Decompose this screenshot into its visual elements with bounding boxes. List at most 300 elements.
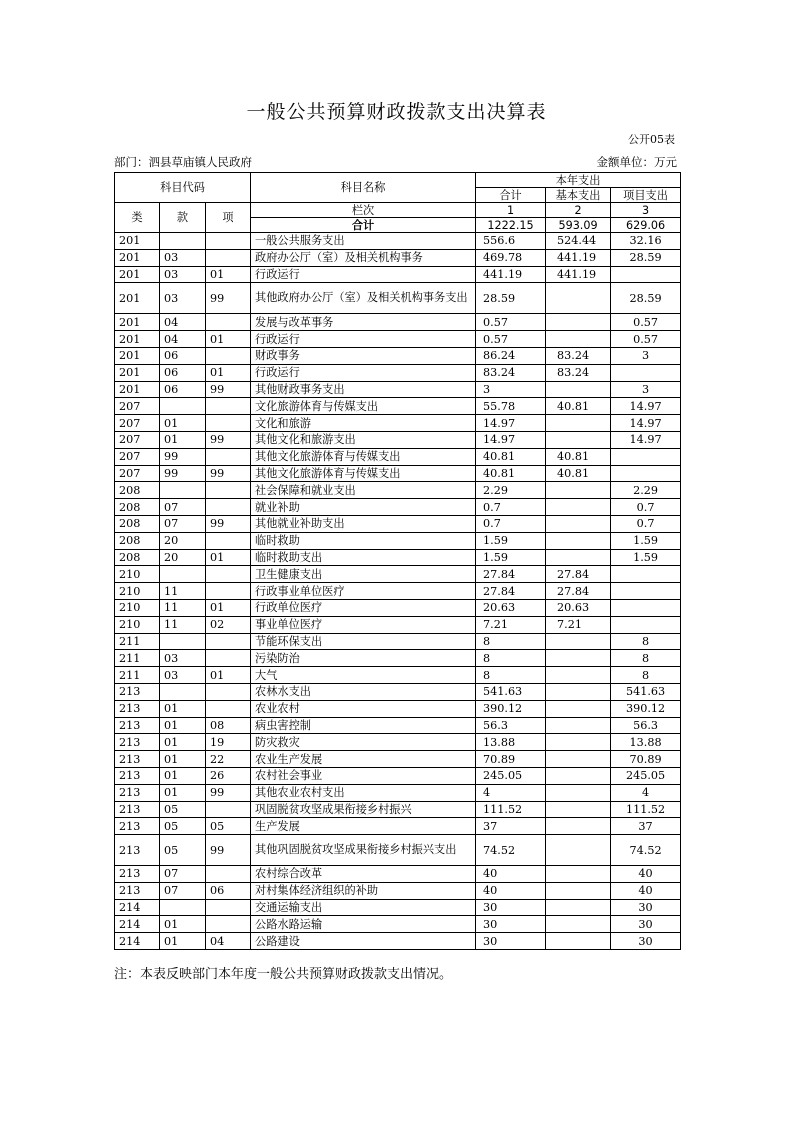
cell-total: 40: [476, 882, 546, 899]
cell-subject-name: 事业单位医疗: [251, 616, 476, 633]
cell-kuan: 07: [160, 866, 206, 883]
cell-total: 1.59: [476, 532, 546, 549]
cell-project: 111.52: [611, 801, 681, 818]
cell-kuan: 03: [160, 650, 206, 667]
table-row: [115, 364, 681, 381]
cell-basic: [546, 801, 611, 818]
cell-total: 111.52: [476, 801, 546, 818]
cell-lei: 208: [115, 482, 160, 499]
cell-subject-name: 行政单位医疗: [251, 599, 476, 616]
cell-project: 1.59: [611, 532, 681, 549]
table-row: [115, 415, 681, 432]
cell-lei: 214: [115, 899, 160, 916]
cell-subject-name: 交通运输支出: [251, 899, 476, 916]
cell-basic: [546, 314, 611, 331]
cell-xiang: 99: [206, 381, 251, 398]
table-row: [115, 283, 681, 314]
header-basic: 基本支出: [546, 188, 611, 203]
cell-subject-name: 病虫害控制: [251, 717, 476, 734]
cell-lei: 213: [115, 866, 160, 883]
cell-xiang: [206, 650, 251, 667]
cell-total: 8: [476, 650, 546, 667]
cell-lei: 213: [115, 700, 160, 717]
cell-xiang: 19: [206, 734, 251, 751]
cell-subject-name: 行政运行: [251, 331, 476, 348]
cell-project: 0.57: [611, 314, 681, 331]
cell-xiang: [206, 233, 251, 250]
cell-xiang: 01: [206, 364, 251, 381]
cell-basic: 40.81: [546, 448, 611, 465]
cell-xiang: [206, 347, 251, 364]
cell-kuan: 03: [160, 283, 206, 314]
cell-basic: [546, 683, 611, 700]
cell-lei: 214: [115, 933, 160, 950]
cell-subject-name: 行政运行: [251, 266, 476, 283]
cell-subject-name: 农业农村: [251, 700, 476, 717]
cell-subject-name: 农村社会事业: [251, 767, 476, 784]
cell-xiang: 01: [206, 549, 251, 566]
cell-total: 390.12: [476, 700, 546, 717]
cell-basic: 27.84: [546, 566, 611, 583]
table-body: [115, 233, 681, 950]
cell-xiang: [206, 566, 251, 583]
table-row: [115, 549, 681, 566]
cell-kuan: 05: [160, 835, 206, 866]
cell-basic: 524.44: [546, 233, 611, 250]
table-row: [115, 233, 681, 250]
cell-project: [611, 583, 681, 600]
cell-lei: 213: [115, 818, 160, 835]
cell-basic: 83.24: [546, 347, 611, 364]
table-row: [115, 882, 681, 899]
cell-kuan: [160, 233, 206, 250]
cell-total: 40.81: [476, 448, 546, 465]
cell-total: 55.78: [476, 398, 546, 415]
cell-subject-name: 对村集体经济组织的补助: [251, 882, 476, 899]
cell-xiang: 02: [206, 616, 251, 633]
table-row: [115, 767, 681, 784]
cell-subject-name: 行政事业单位医疗: [251, 583, 476, 600]
table-row: [115, 314, 681, 331]
table-row: [115, 899, 681, 916]
cell-basic: [546, 835, 611, 866]
table-row: [115, 683, 681, 700]
cell-kuan: 07: [160, 882, 206, 899]
cell-kuan: 06: [160, 381, 206, 398]
cell-xiang: [206, 583, 251, 600]
table-row: [115, 717, 681, 734]
cell-lei: 201: [115, 381, 160, 398]
cell-kuan: 04: [160, 331, 206, 348]
cell-total: 245.05: [476, 767, 546, 784]
header-code-group: 科目代码: [115, 173, 251, 203]
cell-project: [611, 566, 681, 583]
cell-basic: [546, 767, 611, 784]
cell-subject-name: 卫生健康支出: [251, 566, 476, 583]
cell-basic: [546, 532, 611, 549]
cell-subject-name: 生产发展: [251, 818, 476, 835]
cell-total: 30: [476, 899, 546, 916]
cell-total: 83.24: [476, 364, 546, 381]
table-row: [115, 398, 681, 415]
cell-xiang: [206, 482, 251, 499]
table-row: [115, 583, 681, 600]
cell-kuan: 03: [160, 249, 206, 266]
cell-project: 1.59: [611, 549, 681, 566]
table-row: [115, 249, 681, 266]
footnote: 注：本表反映部门本年度一般公共预算财政拨款支出情况。: [114, 967, 453, 982]
cell-xiang: 99: [206, 465, 251, 482]
cell-project: 14.97: [611, 415, 681, 432]
cell-subject-name: 临时救助: [251, 532, 476, 549]
cell-basic: 40.81: [546, 465, 611, 482]
cell-subject-name: 发展与改革事务: [251, 314, 476, 331]
table-row: [115, 482, 681, 499]
cell-kuan: 07: [160, 515, 206, 532]
cell-subject-name: 财政事务: [251, 347, 476, 364]
table-row: [115, 784, 681, 801]
cell-xiang: [206, 866, 251, 883]
table-row: [115, 700, 681, 717]
cell-project: [611, 616, 681, 633]
cell-total: 0.7: [476, 499, 546, 516]
cell-xiang: [206, 916, 251, 933]
cell-total: 14.97: [476, 415, 546, 432]
cell-total: 469.78: [476, 249, 546, 266]
table-row: [115, 616, 681, 633]
cell-subject-name: 其他文化旅游体育与传媒支出: [251, 448, 476, 465]
cell-lei: 213: [115, 784, 160, 801]
cell-xiang: [206, 899, 251, 916]
cell-lei: 207: [115, 431, 160, 448]
total-basic-value: 593.09: [546, 218, 611, 233]
cell-subject-name: 巩固脱贫攻坚成果衔接乡村振兴: [251, 801, 476, 818]
cell-kuan: [160, 566, 206, 583]
cell-total: 30: [476, 933, 546, 950]
cell-lei: 201: [115, 233, 160, 250]
cell-subject-name: 其他农业农村支出: [251, 784, 476, 801]
total-value: 1222.15: [476, 218, 546, 233]
cell-lei: 213: [115, 751, 160, 768]
cell-basic: [546, 482, 611, 499]
cell-total: 86.24: [476, 347, 546, 364]
cell-kuan: 06: [160, 364, 206, 381]
page-title: 一般公共预算财政拨款支出决算表: [246, 101, 547, 123]
cell-project: [611, 465, 681, 482]
cell-basic: [546, 381, 611, 398]
table-row: [115, 431, 681, 448]
table-row: [115, 835, 681, 866]
cell-xiang: [206, 532, 251, 549]
table-row: [115, 916, 681, 933]
cell-subject-name: 农业生产发展: [251, 751, 476, 768]
cell-subject-name: 政府办公厅（室）及相关机构事务: [251, 249, 476, 266]
header-total: 合计: [476, 188, 546, 203]
cell-basic: [546, 650, 611, 667]
cell-basic: 441.19: [546, 266, 611, 283]
cell-lei: 213: [115, 767, 160, 784]
cell-lei: 210: [115, 566, 160, 583]
cell-subject-name: 污染防治: [251, 650, 476, 667]
cell-total: 8: [476, 633, 546, 650]
cell-subject-name: 其他就业补助支出: [251, 515, 476, 532]
cell-basic: 441.19: [546, 249, 611, 266]
cell-project: 40: [611, 882, 681, 899]
cell-basic: [546, 882, 611, 899]
cell-lei: 213: [115, 882, 160, 899]
cell-basic: [546, 751, 611, 768]
cell-kuan: 11: [160, 583, 206, 600]
cell-basic: [546, 818, 611, 835]
cell-xiang: 99: [206, 515, 251, 532]
cell-subject-name: 大气: [251, 667, 476, 684]
cell-kuan: [160, 683, 206, 700]
cell-xiang: [206, 700, 251, 717]
cell-total: 40.81: [476, 465, 546, 482]
cell-lei: 208: [115, 532, 160, 549]
cell-kuan: 07: [160, 499, 206, 516]
cell-kuan: 01: [160, 431, 206, 448]
cell-kuan: 20: [160, 549, 206, 566]
table-row: [115, 448, 681, 465]
cell-basic: [546, 717, 611, 734]
cell-basic: [546, 515, 611, 532]
cell-project: 30: [611, 916, 681, 933]
cell-project: [611, 599, 681, 616]
header-year-expenditure: 本年支出: [476, 173, 681, 188]
total-project-value: 629.06: [611, 218, 681, 233]
cell-kuan: 01: [160, 916, 206, 933]
cell-xiang: 01: [206, 599, 251, 616]
cell-kuan: 01: [160, 767, 206, 784]
cell-project: 40: [611, 866, 681, 883]
cell-subject-name: 文化旅游体育与传媒支出: [251, 398, 476, 415]
cell-project: 56.3: [611, 717, 681, 734]
cell-kuan: [160, 899, 206, 916]
cell-basic: [546, 667, 611, 684]
cell-xiang: 01: [206, 667, 251, 684]
cell-lei: 207: [115, 415, 160, 432]
cell-lei: 207: [115, 465, 160, 482]
table-row: [115, 599, 681, 616]
header-project: 项目支出: [611, 188, 681, 203]
cell-project: 30: [611, 899, 681, 916]
cell-project: 74.52: [611, 835, 681, 866]
cell-total: 27.84: [476, 566, 546, 583]
cell-project: 541.63: [611, 683, 681, 700]
cell-project: [611, 364, 681, 381]
cell-total: 0.57: [476, 314, 546, 331]
cell-project: 8: [611, 667, 681, 684]
cell-xiang: [206, 633, 251, 650]
cell-kuan: 99: [160, 448, 206, 465]
cell-xiang: 04: [206, 933, 251, 950]
cell-project: [611, 448, 681, 465]
cell-subject-name: 就业补助: [251, 499, 476, 516]
cell-project: 3: [611, 381, 681, 398]
cell-project: 0.7: [611, 499, 681, 516]
cell-basic: [546, 734, 611, 751]
cell-xiang: [206, 249, 251, 266]
budget-table: [114, 172, 681, 950]
table-row: [115, 566, 681, 583]
table-row: [115, 866, 681, 883]
table-row: [115, 633, 681, 650]
cell-kuan: 03: [160, 266, 206, 283]
table-row: [115, 751, 681, 768]
cell-basic: [546, 700, 611, 717]
cell-subject-name: 公路建设: [251, 933, 476, 950]
header-xiang: 项: [206, 203, 251, 233]
cell-subject-name: 临时救助支出: [251, 549, 476, 566]
cell-project: 13.88: [611, 734, 681, 751]
table-row: [115, 465, 681, 482]
cell-basic: 7.21: [546, 616, 611, 633]
table-row: [115, 347, 681, 364]
cell-lei: 210: [115, 583, 160, 600]
table-row: [115, 381, 681, 398]
cell-basic: 20.63: [546, 599, 611, 616]
cell-total: 56.3: [476, 717, 546, 734]
cell-subject-name: 农林水支出: [251, 683, 476, 700]
cell-kuan: 05: [160, 818, 206, 835]
table-row: [115, 667, 681, 684]
cell-lei: 213: [115, 717, 160, 734]
table-row: [115, 650, 681, 667]
table-header: [115, 173, 681, 233]
cell-xiang: 99: [206, 283, 251, 314]
cell-xiang: 99: [206, 431, 251, 448]
cell-xiang: [206, 398, 251, 415]
cell-kuan: 01: [160, 751, 206, 768]
cell-kuan: [160, 482, 206, 499]
cell-project: 3: [611, 347, 681, 364]
cell-total: 27.84: [476, 583, 546, 600]
cell-subject-name: 其他政府办公厅（室）及相关机构事务支出: [251, 283, 476, 314]
cell-subject-name: 文化和旅游: [251, 415, 476, 432]
cell-project: 2.29: [611, 482, 681, 499]
cell-total: 8: [476, 667, 546, 684]
header-lanci: 栏次: [251, 203, 476, 218]
cell-kuan: 01: [160, 415, 206, 432]
cell-xiang: 26: [206, 767, 251, 784]
cell-basic: [546, 899, 611, 916]
cell-kuan: 01: [160, 784, 206, 801]
cell-lei: 211: [115, 667, 160, 684]
cell-xiang: 08: [206, 717, 251, 734]
cell-project: 37: [611, 818, 681, 835]
cell-total: 0.7: [476, 515, 546, 532]
cell-kuan: 05: [160, 801, 206, 818]
table-row: [115, 499, 681, 516]
lanci-3: 3: [611, 203, 681, 218]
cell-total: 1.59: [476, 549, 546, 566]
table-row: [115, 801, 681, 818]
cell-kuan: 11: [160, 599, 206, 616]
cell-xiang: 06: [206, 882, 251, 899]
cell-basic: [546, 549, 611, 566]
cell-basic: [546, 431, 611, 448]
cell-basic: [546, 784, 611, 801]
cell-lei: 208: [115, 515, 160, 532]
cell-lei: 210: [115, 616, 160, 633]
table-row: [115, 532, 681, 549]
cell-subject-name: 社会保障和就业支出: [251, 482, 476, 499]
cell-lei: 213: [115, 835, 160, 866]
cell-kuan: 01: [160, 734, 206, 751]
cell-lei: 213: [115, 734, 160, 751]
cell-kuan: 03: [160, 667, 206, 684]
cell-project: 0.7: [611, 515, 681, 532]
cell-xiang: [206, 499, 251, 516]
cell-project: 30: [611, 933, 681, 950]
cell-lei: 201: [115, 347, 160, 364]
cell-lei: 207: [115, 448, 160, 465]
table-row: [115, 331, 681, 348]
cell-basic: [546, 331, 611, 348]
cell-subject-name: 行政运行: [251, 364, 476, 381]
total-row-label: 合计: [251, 218, 476, 233]
cell-lei: 201: [115, 266, 160, 283]
cell-basic: [546, 283, 611, 314]
cell-basic: 83.24: [546, 364, 611, 381]
cell-kuan: 01: [160, 933, 206, 950]
cell-subject-name: 其他文化和旅游支出: [251, 431, 476, 448]
cell-subject-name: 其他巩固脱贫攻坚成果衔接乡村振兴支出: [251, 835, 476, 866]
cell-lei: 201: [115, 314, 160, 331]
cell-kuan: 99: [160, 465, 206, 482]
cell-kuan: 11: [160, 616, 206, 633]
cell-total: 28.59: [476, 283, 546, 314]
cell-project: 245.05: [611, 767, 681, 784]
header-lei: 类: [115, 203, 160, 233]
cell-basic: [546, 933, 611, 950]
cell-basic: 40.81: [546, 398, 611, 415]
cell-basic: [546, 866, 611, 883]
cell-xiang: [206, 801, 251, 818]
cell-total: 70.89: [476, 751, 546, 768]
cell-basic: [546, 499, 611, 516]
cell-lei: 211: [115, 633, 160, 650]
header-subject-name: 科目名称: [251, 173, 476, 203]
cell-lei: 207: [115, 398, 160, 415]
cell-subject-name: 节能环保支出: [251, 633, 476, 650]
cell-lei: 201: [115, 331, 160, 348]
cell-subject-name: 一般公共服务支出: [251, 233, 476, 250]
table-row: [115, 515, 681, 532]
cell-xiang: 05: [206, 818, 251, 835]
cell-lei: 201: [115, 249, 160, 266]
cell-subject-name: 防灾救灾: [251, 734, 476, 751]
table-row: [115, 734, 681, 751]
lanci-1: 1: [476, 203, 546, 218]
cell-lei: 211: [115, 650, 160, 667]
table-row: [115, 933, 681, 950]
cell-lei: 213: [115, 801, 160, 818]
cell-total: 14.97: [476, 431, 546, 448]
cell-total: 541.63: [476, 683, 546, 700]
cell-project: 8: [611, 633, 681, 650]
cell-total: 0.57: [476, 331, 546, 348]
form-number: 公开05表: [628, 133, 675, 146]
cell-xiang: 22: [206, 751, 251, 768]
cell-kuan: [160, 398, 206, 415]
cell-total: 2.29: [476, 482, 546, 499]
cell-total: 7.21: [476, 616, 546, 633]
cell-basic: [546, 415, 611, 432]
department-label: 部门：泗县草庙镇人民政府: [114, 155, 252, 169]
cell-total: 556.6: [476, 233, 546, 250]
